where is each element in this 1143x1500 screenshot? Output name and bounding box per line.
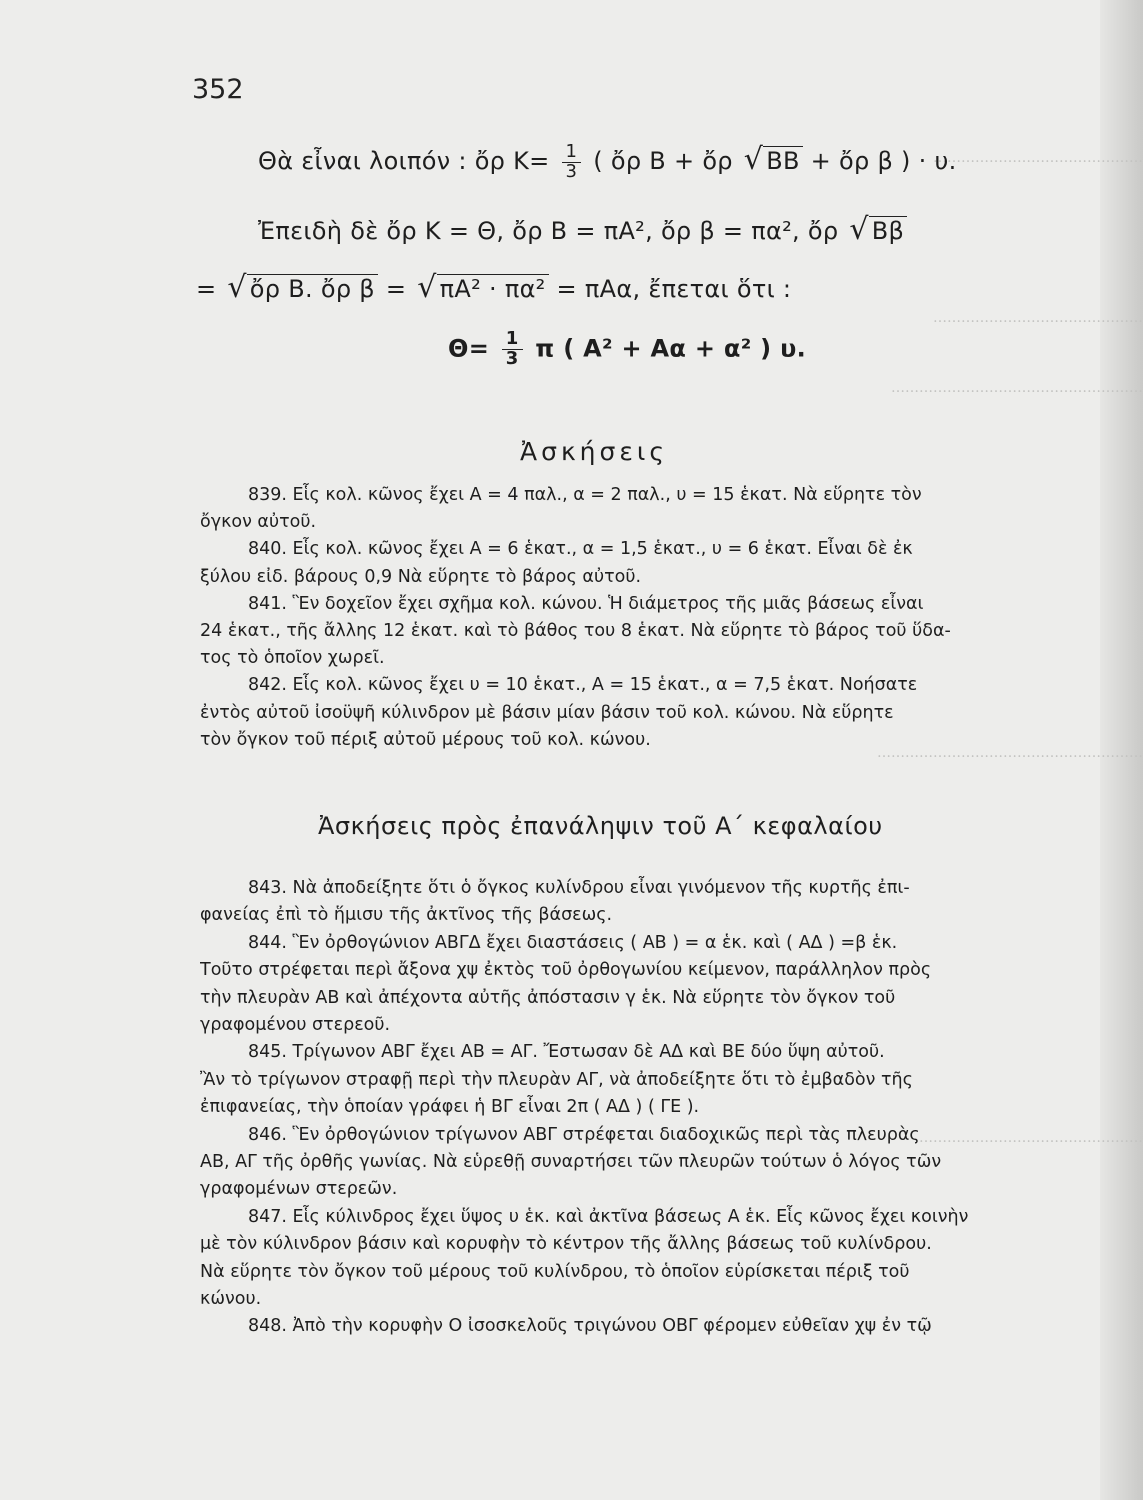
radicand: ὄρ Β. ὄρ β [247, 274, 378, 303]
exercise-line: Νὰ εὕρητε τὸν ὄγκον τοῦ μέρους τοῦ κυλίνδρου, τὸ ὁποῖον εὑρίσκεται πέριξ τοῦ [200, 1261, 910, 1282]
radical-sign: √ [743, 142, 764, 177]
bleed-through-text: ………………………………………… [919, 1130, 1143, 1146]
bleed-through-text: ………………………………………………… [877, 745, 1143, 761]
formula-line-3 [196, 270, 791, 305]
exercise-line: τὸν ὄγκον τοῦ πέριξ αὐτοῦ μέρους τοῦ κολ. κώνου. [200, 729, 651, 750]
fraction-numerator: 1 [562, 143, 582, 163]
radical-sign: √ [849, 212, 869, 247]
exercise-line: 840. Εἷς κολ. κῶνος ἔχει Α = 6 ἑκατ., α = 1,5 ἑκατ., υ = 6 ἑκατ. Εἶναι δὲ ἐκ [248, 539, 913, 560]
fraction [502, 330, 523, 369]
exercise-line: 843. Νὰ ἀποδείξητε ὅτι ὁ ὄγκος κυλίνδρου εἶναι γινόμενον τῆς κυρτῆς ἐπι- [248, 878, 910, 898]
formula-text: + ὄρ β ) · υ. [810, 147, 957, 175]
formula-text: Θ= [448, 334, 490, 363]
formula-text: Θὰ εἶναι λοιπόν : ὄρ Κ= [258, 147, 550, 175]
radicand: ΒΒ [763, 146, 803, 175]
formula-text: ( ὄρ Β + ὄρ [593, 147, 733, 175]
formula-text: π ( Α² + Αα + α² ) υ. [535, 334, 807, 363]
fraction-numerator: 1 [502, 330, 523, 350]
exercise-line: ἐπιφανείας, τὴν ὁποίαν γράφει ἡ ΒΓ εἶναι 2π ( ΑΔ ) ( ΓΕ ). [200, 1097, 700, 1118]
formula-text: = [196, 275, 217, 303]
exercise-line: ἐντὸς αὐτοῦ ἰσοϋψῆ κύλινδρον μὲ βάσιν μίαν βάσιν τοῦ κολ. κώνου. Νὰ εὕρητε [200, 702, 894, 723]
exercise-line: Τοῦτο στρέφεται περὶ ἄξονα χψ ἐκτὸς τοῦ ὀρθογωνίου κείμενον, παράλληλον πρὸς [200, 960, 932, 981]
exercise-line: γραφομένου στερεοῦ. [200, 1015, 391, 1035]
bleed-through-text: ……………………………………… [933, 150, 1143, 166]
exercise-line: 847. Εἷς κύλινδρος ἔχει ὕψος υ ἑκ. καὶ ἀκτῖνα βάσεως Α ἑκ. Εἷς κῶνος ἔχει κοινὴν [248, 1206, 969, 1227]
radicand: Ββ [869, 216, 907, 245]
exercise-line: ὄγκον αὐτοῦ. [200, 512, 317, 533]
exercise-line: 844. Ἓν ὀρθογώνιον ΑΒΓΔ ἔχει διαστάσεις ( ΑΒ ) = α ἑκ. καὶ ( ΑΔ ) =β ἑκ. [248, 932, 898, 953]
formula-text: = [385, 275, 407, 303]
bleed-through-text: ……………………………………… [933, 310, 1143, 326]
formula-line-4 [448, 330, 806, 369]
section-title: Ἀσκήσεις [520, 437, 669, 466]
exercise-line: 841. Ἓν δοχεῖον ἔχει σχῆμα κολ. κώνου. Ἡ διάμετρος τῆς μιᾶς βάσεως εἶναι [248, 593, 924, 614]
bleed-through-text: ……………………………………………… [891, 380, 1143, 396]
page-number: 352 [192, 74, 244, 105]
exercise-line: 24 ἑκατ., τῆς ἄλλης 12 ἑκατ. καὶ τὸ βάθος του 8 ἑκατ. Νὰ εὕρητε τὸ βάρος τοῦ ὕδα- [200, 621, 951, 641]
fraction-denominator: 3 [505, 347, 519, 369]
exercise-line: 842. Εἷς κολ. κῶνος ἔχει υ = 10 ἑκατ., Α = 15 ἑκατ., α = 7,5 ἑκατ. Νοήσατε [248, 675, 918, 696]
exercise-line: 839. Εἷς κολ. κῶνος ἔχει Α = 4 παλ., α = 2 παλ., υ = 15 ἑκατ. Νὰ εὕρητε τὸν [248, 485, 922, 505]
exercise-line: τος τὸ ὁποῖον χωρεῖ. [200, 648, 385, 669]
review-section-title: Ἀσκήσεις πρὸς ἐπανάληψιν τοῦ Α΄ κεφαλαίου [318, 812, 883, 840]
formula-text: Ἐπειδὴ δὲ ὄρ Κ = Θ, ὄρ Β = πΑ², ὄρ β = πα², ὄρ [258, 217, 839, 245]
fraction [562, 140, 582, 182]
exercise-line: 846. Ἓν ὀρθογώνιον τρίγωνον ΑΒΓ στρέφεται διαδοχικῶς περὶ τὰς πλευρὰς [248, 1124, 920, 1145]
exercise-line: 845. Τρίγωνον ΑΒΓ ἔχει ΑΒ = ΑΓ. Ἔστωσαν δὲ ΑΔ καὶ ΒΕ δύο ὕψη αὐτοῦ. [248, 1042, 885, 1063]
formula-line-2 [258, 212, 907, 247]
fraction-denominator: 3 [565, 160, 578, 182]
exercise-line: ΑΒ, ΑΓ τῆς ὀρθῆς γωνίας. Νὰ εὑρεθῇ συναρτήσει τῶν πλευρῶν τούτων ὁ λόγος τῶν [200, 1152, 942, 1172]
radical-sign: √ [227, 270, 247, 305]
exercise-line: κώνου. [200, 1289, 262, 1309]
radical-sign: √ [417, 270, 437, 305]
formula-text: = πΑα, ἔπεται ὅτι : [556, 275, 792, 303]
exercise-line: μὲ τὸν κύλινδρον βάσιν καὶ κορυφὴν τὸ κέντρον τῆς ἄλλης βάσεως τοῦ κυλίνδρου. [200, 1234, 932, 1255]
exercise-line: ξύλου εἰδ. βάρους 0,9 Νὰ εὕρητε τὸ βάρος αὐτοῦ. [200, 566, 642, 587]
radicand: πΑ² · πα² [437, 274, 549, 303]
exercise-line: γραφομένων στερεῶν. [200, 1179, 398, 1200]
exercise-line: τὴν πλευρὰν ΑΒ καὶ ἀπέχοντα αὐτῆς ἀπόστασιν γ ἑκ. Νὰ εὕρητε τὸν ὄγκον τοῦ [200, 987, 896, 1008]
formula-line-1 [258, 142, 957, 181]
exercise-line: 848. Ἀπὸ τὴν κορυφὴν Ο ἰσοσκελοῦς τριγώνου ΟΒΓ φέρομεν εὐθεῖαν χψ ἐν τῷ [248, 1316, 932, 1337]
exercise-line: Ἂν τὸ τρίγωνον στραφῇ περὶ τὴν πλευρὰν ΑΓ, νὰ ἀποδείξητε ὅτι τὸ ἐμβαδὸν τῆς [200, 1069, 913, 1090]
exercise-line: φανείας ἐπὶ τὸ ἥμισυ τῆς ἀκτῖνος τῆς βάσεως. [200, 905, 613, 926]
